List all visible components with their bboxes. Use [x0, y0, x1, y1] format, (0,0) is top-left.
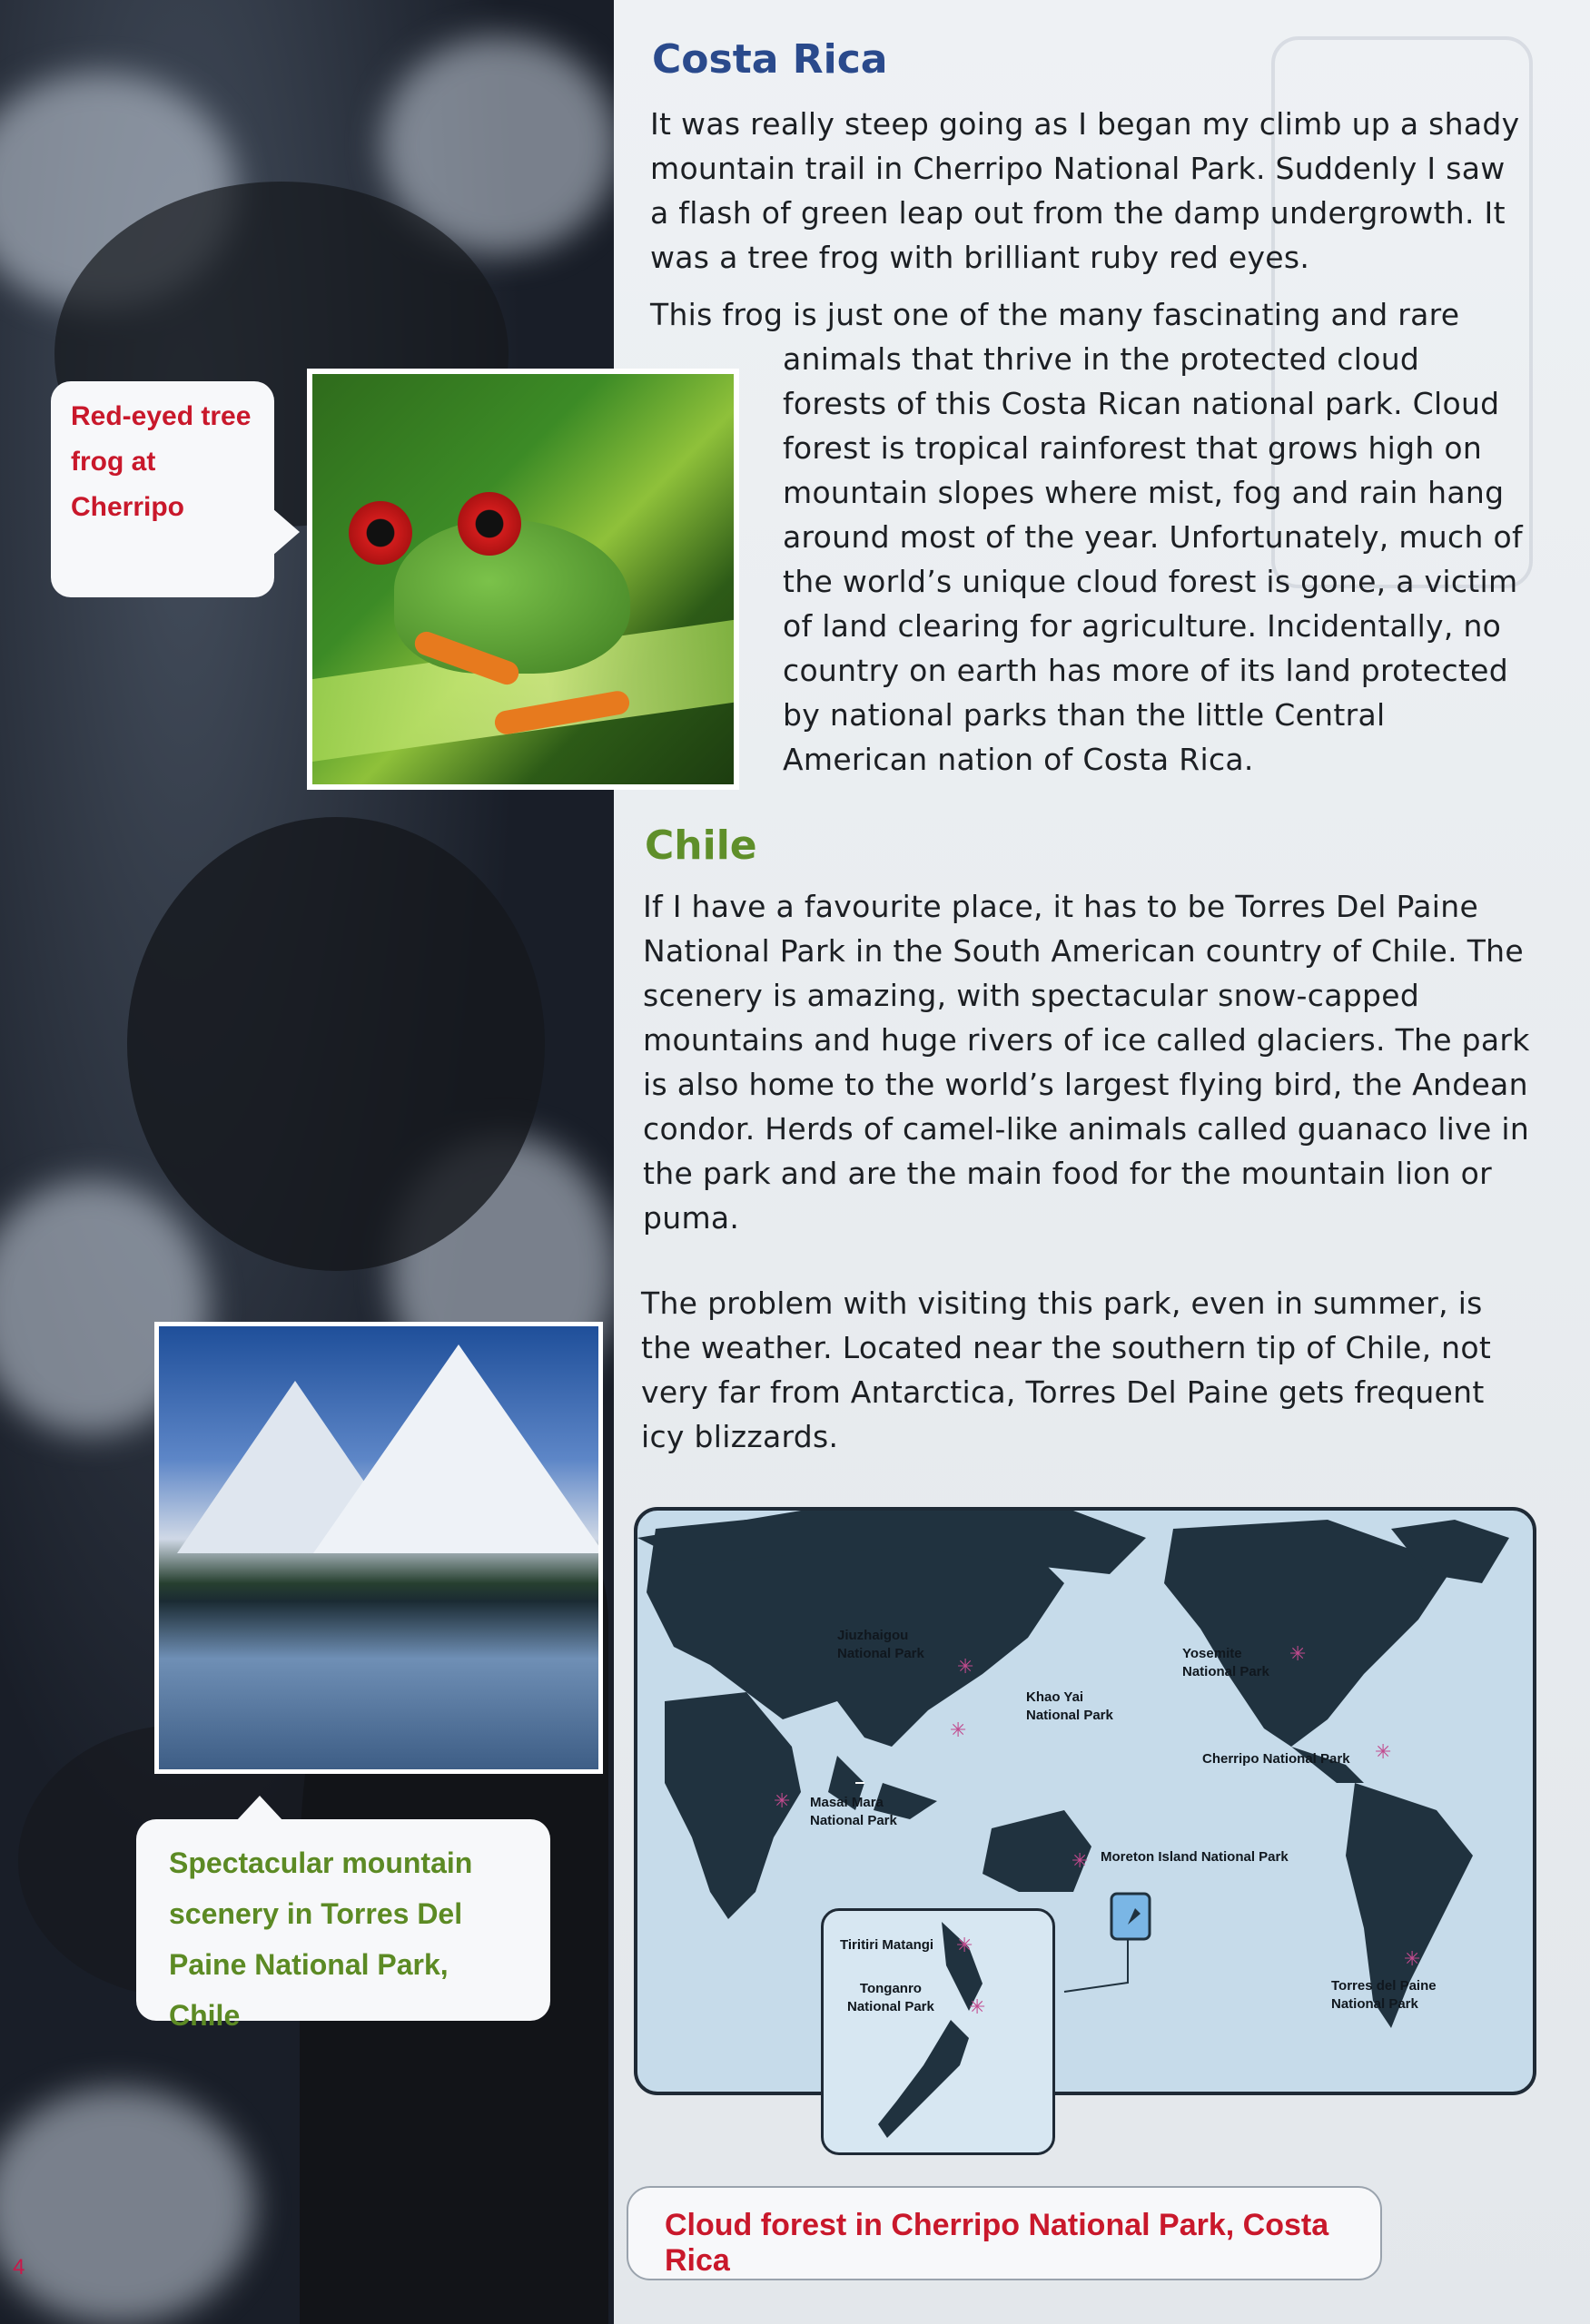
park-marker-torres: ✳ [1404, 1948, 1421, 1971]
map-label-tongariro: Tonganro National Park [847, 1981, 934, 2014]
map-label-khao-yai: Khao Yai National Park [1026, 1689, 1113, 1723]
red-eyed-tree-frog-photo [307, 369, 739, 790]
park-marker-khao-yai: ✳ [950, 1719, 967, 1742]
page-number: 4 [13, 2255, 25, 2280]
park-marker-tiritiri: ✳ [956, 1935, 973, 1957]
costa-rica-paragraph-1: It was really steep going as I began my climb up a shady mountain trail in Cherripo National Park. Suddenly I saw a flash of green leap out from the damp undergrowth. It was a tree frog with brilliant ruby red eyes. [650, 106, 1520, 275]
park-marker-masai-mara: ✳ [774, 1790, 791, 1813]
cloud-forest-caption: Cloud forest in Cherripo National Park, Costa Rica [627, 2186, 1382, 2280]
park-marker-jiuzhaigou: ✳ [957, 1656, 974, 1679]
park-marker-moreton: ✳ [1072, 1850, 1089, 1873]
park-marker-cherripo: ✳ [1375, 1741, 1392, 1764]
costa-rica-paragraph-2-lead: This frog is just one of the many fascinating and rare [650, 297, 1460, 332]
world-map [634, 1507, 1536, 2095]
park-marker-tongariro: ✳ [969, 1996, 986, 2019]
map-label-torres: Torres del Paine National Park [1331, 1978, 1437, 2012]
new-zealand-inset-map [821, 1908, 1055, 2155]
frog-caption: Red-eyed tree frog at Cherripo [51, 381, 274, 597]
mountain-caption: Spectacular mountain scenery in Torres Del Paine National Park, Chile [136, 1819, 550, 2021]
costa-rica-heading: Costa Rica [652, 36, 888, 83]
torres-del-paine-photo [154, 1322, 603, 1774]
costa-rica-paragraph-2: animals that thrive in the protected cloud forests of this Costa Rican national park. Cloud forest is tropical rainforest that grows high on mountain slopes where mist, fog and rain hang around most of the year. Unfortunately, much of the world’s unique cloud forest is gone, a victim of land clearing for agriculture. Incidentally, no country on earth has more of its land protected by national parks than the little Central American nation of Costa Rica. [783, 341, 1523, 777]
chile-paragraph-2: The problem with visiting this park, even in summer, is the weather. Located near the southern tip of Chile, not very far from Antarctica, Torres Del Paine gets frequent icy blizzards. [641, 1285, 1492, 1454]
chile-heading: Chile [645, 822, 757, 869]
chile-paragraph-1: If I have a favourite place, it has to be Torres Del Paine National Park in the South American country of Chile. The scenery is amazing, with spectacular snow-capped mountains and huge rivers of ice called glaciers. The park is also home to the world’s largest flying bird, the Andean condor. Herds of camel-like animals called guanaco live in the park and are the main food for the mountain lion or puma. [643, 889, 1530, 1236]
map-label-yosemite: Yosemite National Park [1182, 1646, 1269, 1679]
map-label-moreton: Moreton Island National Park [1101, 1849, 1289, 1865]
park-marker-yosemite: ✳ [1289, 1643, 1307, 1666]
map-label-cherripo: Cherripo National Park [1202, 1751, 1350, 1767]
map-label-masai-mara: Masai Mara National Park [810, 1795, 897, 1828]
map-label-tiritiri: Tiritiri Matangi [840, 1937, 934, 1953]
map-label-jiuzhaigou: Jiuzhaigou National Park [837, 1628, 924, 1661]
